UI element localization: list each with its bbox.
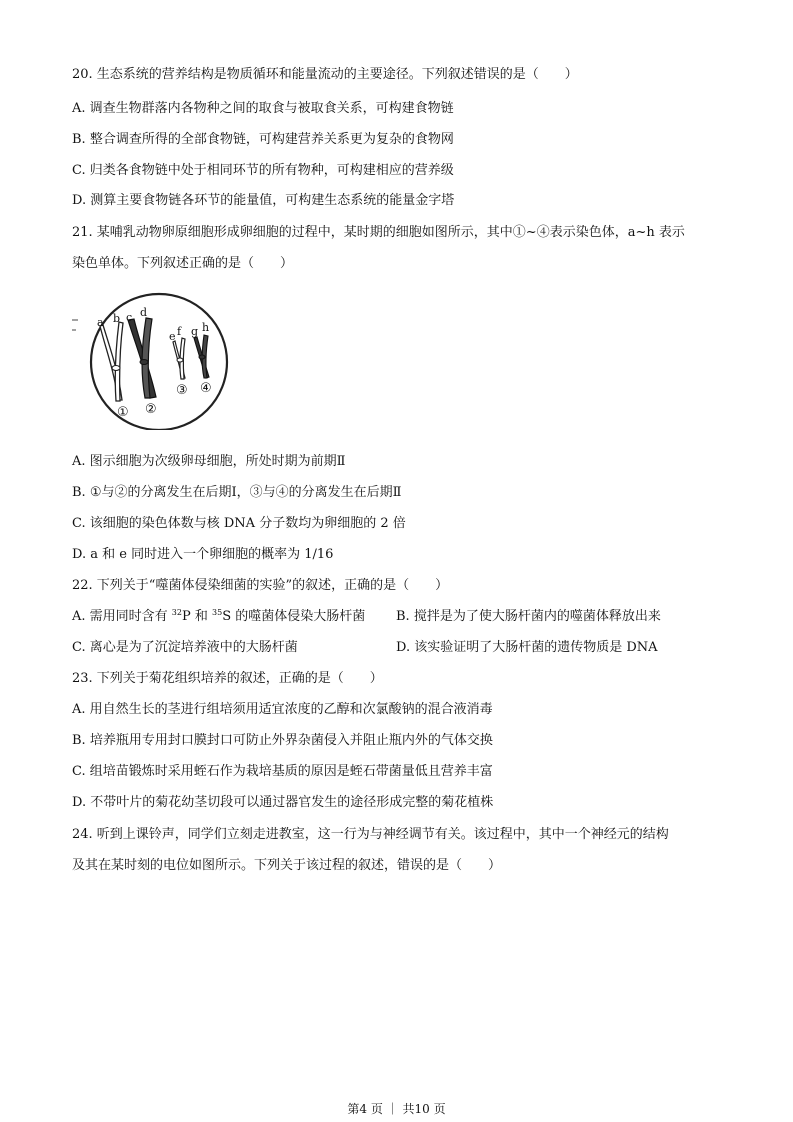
q20-option-c: C. 归类各食物链中处于相同环节的所有物种，可构建相应的营养级 <box>72 163 454 178</box>
q20-option-d: D. 测算主要食物链各环节的能量值，可构建生态系统的能量金字塔 <box>72 193 455 208</box>
label-e: e <box>169 330 176 343</box>
q22-option-d: D. 该实验证明了大肠杆菌的遗传物质是 DNA <box>396 640 658 655</box>
q21-option-c: C. 该细胞的染色体数与核 DNA 分子数均为卵细胞的 2 倍 <box>72 516 406 531</box>
q23-option-c: C. 组培苗锻炼时采用蛭石作为栽培基质的原因是蛭石带菌量低且营养丰富 <box>72 764 493 779</box>
q22-stem: 22. 下列关于“噬菌体侵染细菌的实验”的叙述，正确的是（ ） <box>72 578 449 593</box>
q22-option-a <box>72 608 365 626</box>
q22-a-sup-32: 32 <box>171 608 182 617</box>
label-c: c <box>126 311 133 324</box>
q21-option-b: B. ①与②的分离发生在后期Ⅰ，③与④的分离发生在后期Ⅱ <box>72 485 402 500</box>
q20-stem: 20. 生态系统的营养结构是物质循环和能量流动的主要途径。下列叙述错误的是（ ） <box>72 67 578 82</box>
q22-option-c: C. 离心是为了沉淀培养液中的大肠杆菌 <box>72 640 298 655</box>
label-a: a <box>97 316 104 329</box>
q24-stem-line1: 24. 听到上课铃声，同学们立刻走进教室，这一行为与神经调节有关。该过程中，其中一个神经元的结构 <box>72 827 669 842</box>
chromosome-4 <box>194 335 209 378</box>
q23-option-b: B. 培养瓶用专用封口膜封口可防止外界杂菌侵入并阻止瓶内外的气体交换 <box>72 733 493 748</box>
q24-stem-line2: 及其在某时刻的电位如图所示。下列关于该过程的叙述，错误的是（ ） <box>72 858 502 873</box>
q23-option-a: A. 用自然生长的茎进行组培须用适宜浓度的乙醇和次氯酸钠的混合液消毒 <box>72 702 493 717</box>
label-f: f <box>177 325 182 338</box>
chromosome-2 <box>128 318 156 398</box>
chromosome-figure <box>70 290 240 430</box>
q21-stem-line2: 染色单体。下列叙述正确的是（ ） <box>72 256 294 271</box>
q20-option-b: B. 整合调查所得的全部食物链，可构建营养关系更为复杂的食物网 <box>72 132 454 147</box>
label-h: h <box>202 321 210 334</box>
q23-option-d: D. 不带叶片的菊花幼茎切段可以通过器官发生的途径形成完整的菊花植株 <box>72 795 494 810</box>
q21-stem-line1: 21. 某哺乳动物卵原细胞形成卵细胞的过程中，某时期的细胞如图所示，其中①~④表示染色体，a~h 表示 <box>72 225 685 240</box>
q20-option-a: A. 调查生物群落内各物种之间的取食与被取食关系，可构建食物链 <box>72 101 454 116</box>
q22-option-b: B. 搅拌是为了使大肠杆菌内的噬菌体释放出来 <box>396 609 661 624</box>
label-d: d <box>140 306 148 319</box>
q22-a-text-2: P 和 <box>181 609 212 624</box>
page-footer: 第4 页 ｜ 共10 页 <box>347 1102 446 1116</box>
label-chromosome-1: ① <box>117 405 129 420</box>
label-b: b <box>113 312 121 325</box>
q22-a-sup-35: 35 <box>212 608 223 617</box>
chromosome-1 <box>100 322 123 401</box>
q21-option-d: D. a 和 e 同时进入一个卵细胞的概率为 1/16 <box>72 547 334 562</box>
q22-a-text-1: A. 需用同时含有 <box>72 609 172 624</box>
chromosome-3 <box>173 338 185 379</box>
q21-option-a: A. 图示细胞为次级卵母细胞，所处时期为前期Ⅱ <box>72 454 346 469</box>
label-chromosome-3: ③ <box>176 383 188 398</box>
q23-stem: 23. 下列关于菊花组织培养的叙述，正确的是（ ） <box>72 671 383 686</box>
label-chromosome-2: ② <box>145 402 157 417</box>
label-g: g <box>191 325 199 338</box>
q22-a-text-3: S 的噬菌体侵染大肠杆菌 <box>222 609 366 624</box>
label-chromosome-4: ④ <box>200 381 212 396</box>
